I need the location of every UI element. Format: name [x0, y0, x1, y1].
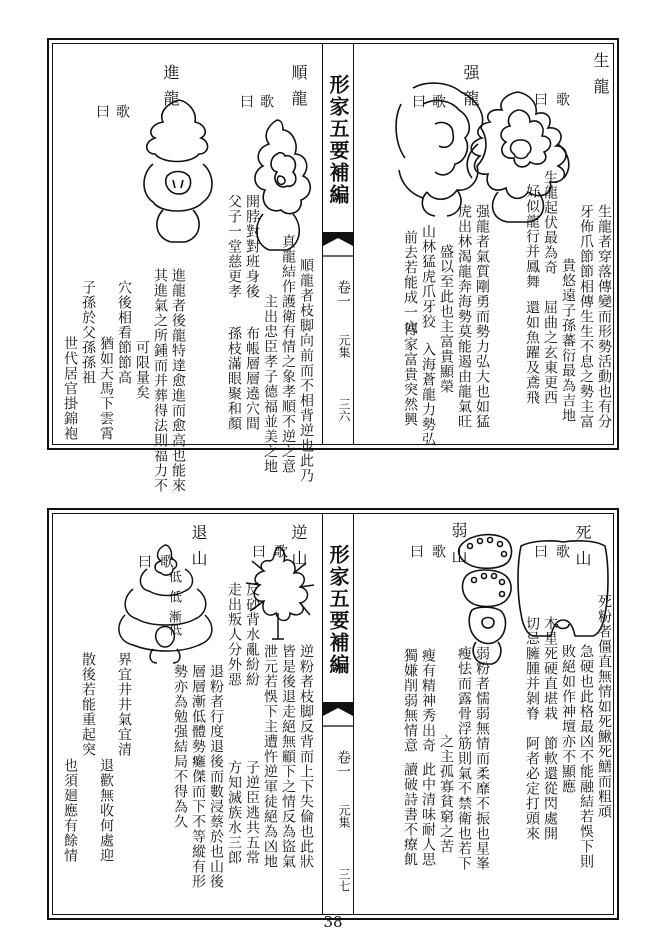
verse-shun-1: 開脖對對班身後: [244, 194, 260, 299]
label-ge: 歌: [554, 92, 570, 112]
label-ge-5: 歌: [554, 544, 570, 564]
text-si-3: 敗絕如作神壇亦不顯應: [560, 644, 576, 794]
inner-frame-bottom: [52, 513, 614, 915]
spine-collection: 元集: [337, 334, 351, 358]
bottom-page-spread: [47, 508, 619, 920]
verse-ruo-2b: 讀破詩書不療飢: [402, 762, 418, 867]
verse-jin-2: 子孫於父孫孫祖: [80, 280, 96, 385]
text-shun-1: 順龍者枝脚向前而不相背逆也此乃: [298, 258, 314, 483]
verse-shun-2: 父子一堂慈更孝: [226, 194, 242, 299]
spine-title: 形家五要補編: [326, 74, 350, 206]
spine-title-bottom: 形家五要補編: [326, 544, 350, 676]
jin-long-diagram-icon: [133, 94, 223, 254]
text-shun-2: 真龍結作護衛有情之象孝順不逆之意: [280, 234, 296, 474]
verse-sheng-2: 好似龍行并鳳舞: [524, 184, 540, 289]
heading-jin-long: 進龍: [161, 64, 180, 116]
page-number: 38: [323, 913, 343, 931]
verse-ni-2: 走出叛人分外惡: [226, 582, 242, 687]
verse-ruo-1b: 此中清味耐人思: [420, 762, 436, 867]
text-qiang-1: 强龍者氣質剛勇而勢力弘大也如猛: [474, 204, 490, 429]
verse-qiang-1b: 入海蒼龍力勢弘: [420, 342, 436, 447]
fishtail-mark-icon: [323, 232, 353, 258]
spine: [322, 44, 354, 444]
verse-tui-2: 散後若能重起突: [80, 652, 96, 757]
label-yue-6: 曰: [408, 544, 424, 564]
verse-sheng-2b: 還如魚躍及鳶飛: [524, 300, 540, 405]
verse-shun-2b: 孫枝滿眼聚和顏: [226, 326, 242, 431]
heading-si-shan: 死山: [573, 524, 592, 576]
text-sheng-2: 牙佈爪節節相傳生生不息之勢主富: [578, 204, 594, 429]
verse-tui-1b: 退歡無收何處迎: [98, 758, 114, 863]
text-jin-3: 可限量矣: [134, 340, 150, 400]
fig-label-lowering: 漸低: [166, 610, 181, 636]
label-ge-7: 歌: [272, 544, 288, 564]
label-yue-3: 曰: [238, 94, 254, 114]
verse-sheng-1b: 屈曲之玄東更西: [542, 300, 558, 405]
text-shun-3: 主出忠臣孝子德福並美之地: [262, 294, 278, 474]
verse-ruo-1: 瘦有精神秀出奇: [420, 648, 436, 753]
fig-label-low-1: 低: [166, 570, 181, 583]
label-yue-8: 曰: [136, 554, 152, 574]
verse-si-2b: 阿者必定打頭來: [524, 736, 540, 841]
verse-qiang-2b: 傳家富貴突然興: [402, 322, 418, 427]
heading-sheng-long: 生龍: [591, 52, 610, 104]
verse-ni-2b: 方知滅族水三郎: [226, 760, 242, 865]
verse-ni-1: 反砂背水亂紛紛: [244, 582, 260, 687]
verse-qiang-2: 前去若能成一穴: [402, 230, 418, 335]
label-yue-5: 曰: [532, 544, 548, 564]
verse-shun-1b: 布帳層層遶穴間: [244, 326, 260, 431]
verse-tui-1: 界宜井井氣宜清: [116, 652, 132, 757]
heading-ruo-shan: 弱山: [449, 522, 468, 574]
spine-volume: 卷一: [335, 280, 351, 308]
text-tui-3: 勢亦為勉强結局不得為久: [172, 664, 188, 829]
spine-bottom: [322, 514, 354, 914]
text-ni-2: 皆是後退走絕無顧下之情反為盜氣: [280, 644, 296, 869]
verse-si-1: 木星死硬直堪栽: [542, 616, 558, 721]
spine-page-number: 三六: [337, 398, 351, 422]
text-ni-1: 逆粉者枝脚反背而上下失倫也此狀: [298, 644, 314, 869]
spine-volume-bottom: 卷一: [335, 750, 351, 778]
label-ge-6: 歌: [430, 544, 446, 564]
text-jin-1: 進龍者後龍特達愈進而愈高也能來: [170, 268, 186, 493]
text-si-1: 死粉者僵直無情如死鰍死鱔而粗頑: [596, 594, 612, 819]
verse-jin-1: 穴後相看節節高: [116, 280, 132, 385]
label-ge-8: 歌: [158, 554, 174, 574]
text-si-2: 急硬也此格最凶不能融結若悞下則: [578, 644, 594, 869]
top-page-spread: [47, 38, 619, 493]
verse-ni-1b: 子逆臣逃共五常: [244, 760, 260, 865]
label-ge-3: 歌: [258, 94, 274, 114]
label-yue-7: 曰: [250, 544, 266, 564]
verse-jin-2b: 世代居官掛錦袍: [62, 336, 78, 441]
verse-sheng-1: 生龍起伏最為奇: [542, 170, 558, 275]
text-sheng-3: 貴悠遠子孫蕃衍最為吉地: [560, 258, 576, 423]
verse-si-1b: 節軟還從閃處開: [542, 736, 558, 841]
verse-si-2: 切忌臃腫并剝脊: [524, 616, 540, 721]
qiang-long-diagram-icon: [383, 74, 493, 224]
text-jin-2: 其進氣之所鍾而并葬得法則福力不: [152, 268, 168, 493]
heading-ni-shan: 逆山: [289, 524, 308, 576]
text-tui-1: 退粉者行度退後而數浸蔡於也山後: [208, 664, 224, 889]
verse-ruo-2: 獨嫌削弱無情意: [402, 648, 418, 753]
label-ge-2: 歌: [430, 94, 446, 114]
text-qiang-2: 虎出林渴龍奔海勢莫能遏由龍氣旺: [456, 204, 472, 429]
text-ruo-3: 之主孤寡貧窮之苦: [438, 734, 454, 854]
text-ruo-2: 瘦怯而露骨浮筋則氣不禁衛也若下: [456, 646, 472, 871]
text-tui-2: 層層漸低體勢癱傑而下不等縱有形: [190, 664, 206, 889]
label-yue-4: 曰: [94, 104, 110, 124]
heading-tui-shan: 退山: [189, 524, 208, 576]
label-yue: 曰: [532, 92, 548, 112]
verse-qiang-1: 山林猛虎爪牙狡: [420, 224, 436, 329]
text-ruo-1: 弱粉者懦弱無情而柔靡不振也星峯: [474, 646, 490, 871]
text-qiang-3: 盛以至此也主富貴顯榮: [438, 244, 454, 394]
verse-tui-2b: 也須廻應有餘情: [62, 758, 78, 863]
label-yue-2: 曰: [410, 94, 426, 114]
spine-page-number-bottom: 三七: [337, 868, 351, 892]
spine-collection-bottom: 元集: [337, 804, 351, 828]
label-ge-4: 歌: [114, 104, 130, 124]
verse-jin-1b: 猶如天馬下雲霄: [98, 336, 114, 441]
inner-frame: [52, 43, 614, 493]
text-sheng-1: 生龍者穿落傳變而形勢活動也有分: [596, 204, 612, 429]
text-ni-3: 泄元若悞下主遭忤逆軍徒絕為凶地: [262, 644, 278, 869]
fishtail-mark-icon: [323, 702, 353, 728]
heading-qiang-long: 强龍: [461, 64, 480, 116]
fig-label-low-2: 低: [166, 590, 181, 603]
heading-shun-long: 順龍: [289, 64, 308, 116]
